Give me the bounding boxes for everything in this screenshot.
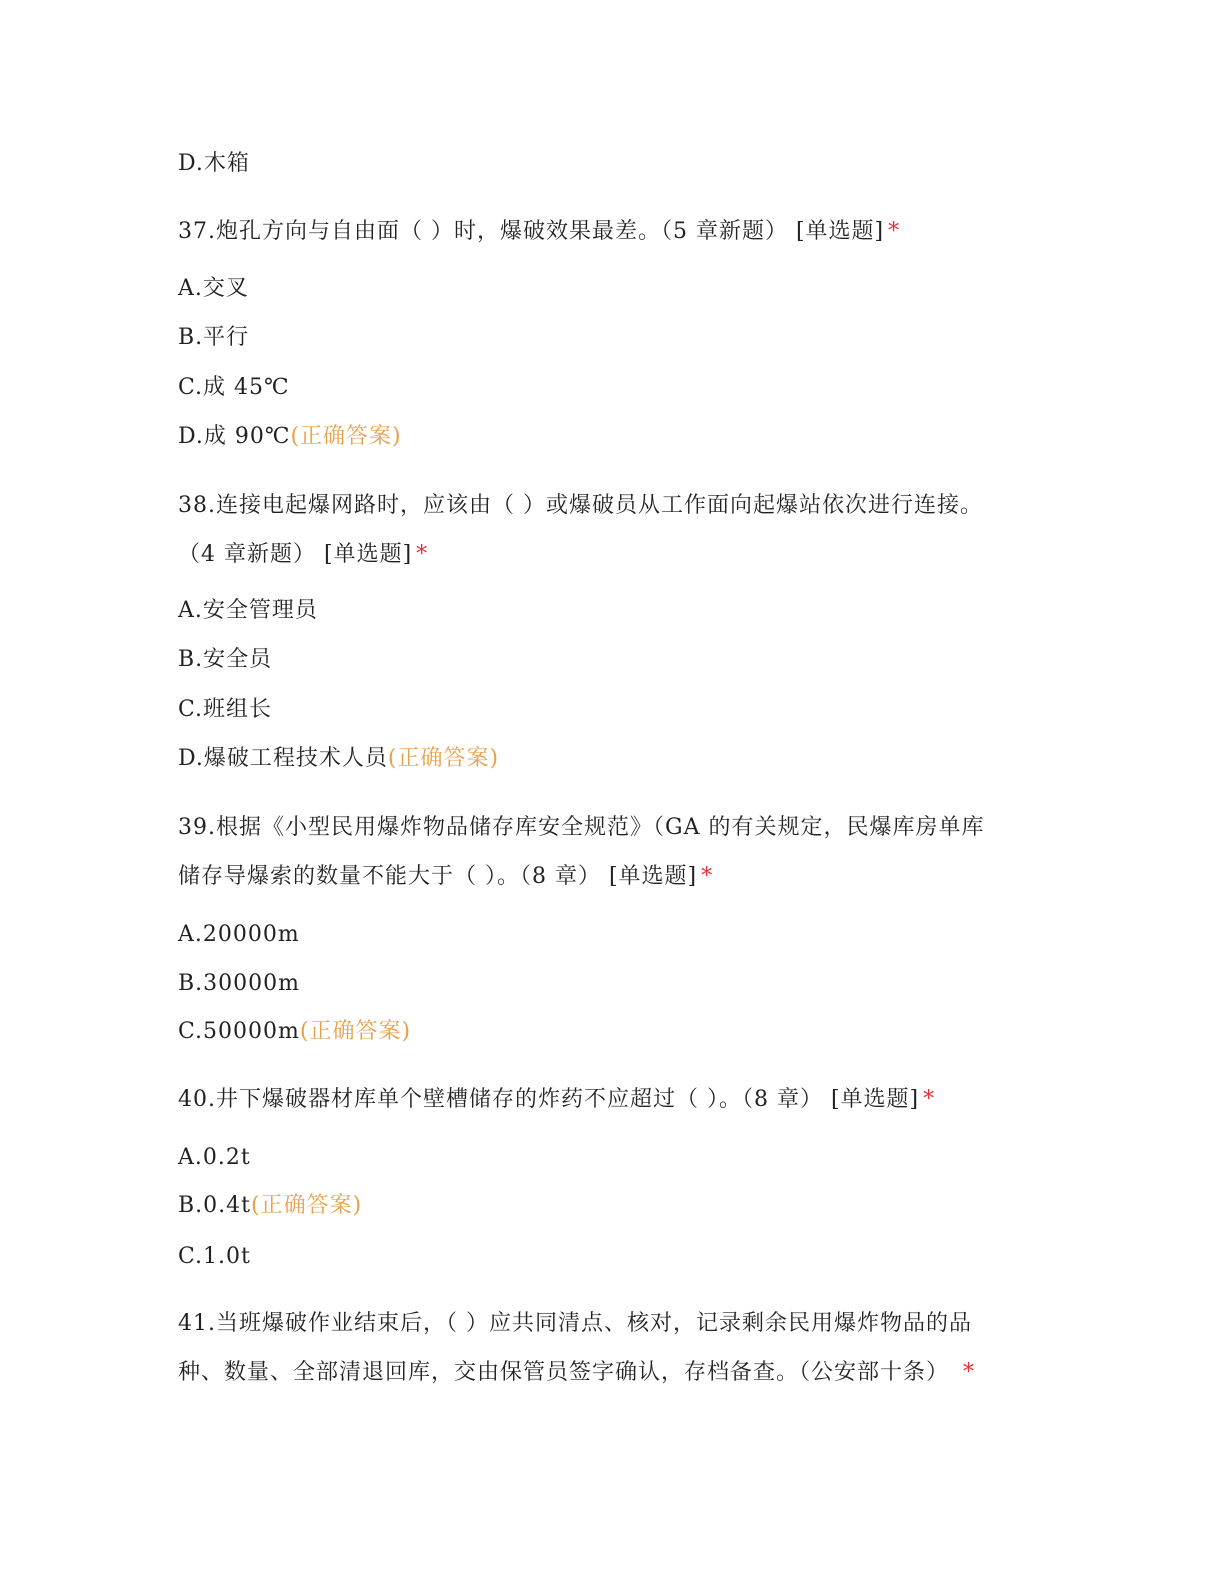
question-text: 41.当班爆破作业结束后，（ ）应共同清点、核对，记录剩余民用爆炸物品的品 bbox=[178, 1311, 972, 1336]
option-c: C.1.0t bbox=[178, 1244, 251, 1269]
required-star: * bbox=[416, 542, 429, 567]
document-page bbox=[178, 0, 1038, 1584]
question-text: 储存导爆索的数量不能大于（ ）。（8 章） [单选题] * bbox=[178, 864, 714, 889]
option-d: D.爆破工程技术人员(正确答案) bbox=[178, 746, 500, 771]
correct-answer-mark: (正确答案) bbox=[299, 1019, 412, 1044]
option-d: D.木箱 bbox=[178, 151, 250, 176]
required-star: * bbox=[701, 864, 714, 889]
question-text: 种、数量、全部清退回库，交由保管员签字确认，存档备查。（公安部十条） * bbox=[178, 1360, 976, 1385]
option-c: C.成 45℃ bbox=[178, 375, 290, 400]
required-star: * bbox=[888, 219, 901, 244]
option-d: D.成 90℃(正确答案) bbox=[178, 424, 402, 449]
question-text: 40.井下爆破器材库单个壁槽储存的炸药不应超过（ ）。（8 章） [单选题] * bbox=[178, 1087, 936, 1112]
option-a: A.0.2t bbox=[178, 1145, 251, 1170]
required-star: * bbox=[963, 1360, 976, 1385]
option-c: C.班组长 bbox=[178, 697, 273, 722]
option-a: A.安全管理员 bbox=[178, 598, 318, 623]
required-star: * bbox=[923, 1087, 936, 1112]
option-b: B.30000m bbox=[178, 971, 301, 996]
correct-answer-mark: (正确答案) bbox=[290, 424, 402, 449]
question-text: （4 章新题） [单选题] * bbox=[178, 542, 429, 567]
option-a: A.交叉 bbox=[178, 276, 249, 301]
option-b: B.安全员 bbox=[178, 647, 273, 672]
option-a: A.20000m bbox=[178, 922, 300, 947]
option-b: B.0.4t(正确答案) bbox=[178, 1193, 363, 1218]
question-text: 39.根据《小型民用爆炸物品储存库安全规范》（GA 的有关规定，民爆库房单库 bbox=[178, 815, 985, 840]
correct-answer-mark: (正确答案) bbox=[387, 746, 500, 771]
question-text: 37.炮孔方向与自由面（ ）时，爆破效果最差。（5 章新题） [单选题] * bbox=[178, 219, 901, 244]
option-b: B.平行 bbox=[178, 325, 250, 350]
correct-answer-mark: (正确答案) bbox=[251, 1193, 363, 1218]
option-c: C.50000m(正确答案) bbox=[178, 1019, 412, 1044]
question-text: 38.连接电起爆网路时，应该由（ ）或爆破员从工作面向起爆站依次进行连接。 bbox=[178, 493, 983, 518]
